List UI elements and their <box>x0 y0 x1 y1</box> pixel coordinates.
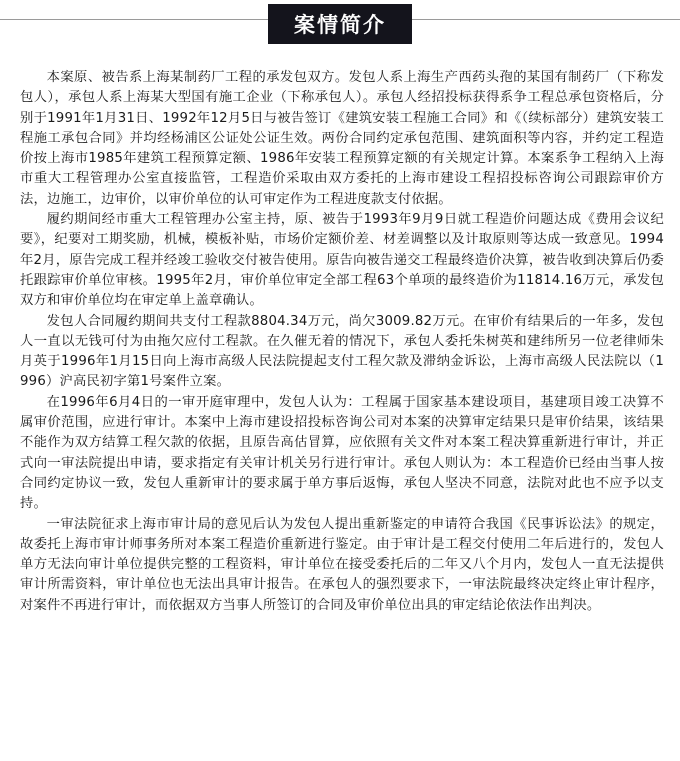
paragraph-payment-dispute: 发包人合同履约期间共支付工程款8804.34万元，尚欠3009.82万元。在审价有结果后的一年多，发包人一直以无钱可付为由拖欠应付工程款。在久催无着的情况下，承包人委托朱树英和建纬所另一位老律师朱月英于1996年1月15日向上海市高级人民法院提起支付工程欠款及滞纳金诉讼，上海市高级人民法院以（1996）沪高民初字第1号案件立案。 <box>20 313 664 390</box>
paragraph-performance: 履约期间经市重大工程管理办公室主持，原、被告于1993年9月9日就工程造价问题达成《费用会议纪要》，纪要对工期奖励，机械，模板补贴，市场价定额价差、材差调整以及计取原则等达成一致意见。1994年2月，原告完成工程并经竣工验收交付被告使用。原告向被告递交工程最终造价决算，被告收到决算后仍委托跟踪审价单位审核。1995年2月，审价单位审定全部工程63个单项的最终造价为11814.16万元，承发包双方和审价单位均在审定单上盖章确认。 <box>20 212 664 309</box>
section-title-text: 案情简介 <box>294 13 386 37</box>
section-title <box>268 4 412 44</box>
case-summary-article <box>20 68 664 616</box>
paragraph-first-trial: 在1996年6月4日的一审开庭审理中，发包人认为：工程属于国家基本建设项目，基建项目竣工决算不属审价范围，应进行审计。本案中上海市建设招投标咨询公司对本案的决算审定结果只是审价结果，该结果不能作为双方结算工程欠款的依据，且原告高估冒算，应依照有关文件对本案工程决算重新进行审计，并正式向一审法院提出申请，要求指定有关审计机关另行进行审计。承包人则认为：本工程造价已经由当事人按合同约定协议一致，发包人重新审计的要求属于单方事后返悔，承包人坚决不同意，法院对此也不应予以支持。 <box>20 394 664 512</box>
paragraph-audit: 一审法院征求上海市审计局的意见后认为发包人提出重新鉴定的申请符合我国《民事诉讼法》的规定，故委托上海市审计师事务所对本案工程造价重新进行鉴定。由于审计是工程交付使用二年后进行的，发包人单方无法向审计单位提供完整的工程资料，审计单位在接受委托后的二年又八个月内，发包人一直无法提供审计所需资料，审计单位也无法出具审计报告。在承包人的强烈要求下，一审法院最终决定终止审计程序，对案件不再进行审计，而依据双方当事人所签订的合同及审价单位出具的审定结论依法作出判决。 <box>20 516 664 613</box>
paragraph-parties: 本案原、被告系上海某制药厂工程的承发包双方。发包人系上海生产西药头孢的某国有制药厂（下称发包人），承包人系上海某大型国有施工企业（下称承包人）。承包人经招投标获得系争工程总承包资格后，分别于1991年1月31日、1992年12月5日与被告签订《建筑安装工程施工合同》和《（续标部分）建筑安装工程施工承包合同》并均经杨浦区公证处公证生效。两份合同约定承包范围、建筑面积等内容，并约定工程造价按上海市1985年建筑工程预算定额、1986年安装工程预算定额的有关规定计算。本案系争工程纳入上海市重大工程管理办公室直接监管，工程造价采取由双方委托的上海市建设工程招投标咨询公司跟踪审价方法，边施工，边审价，以审价单位的认可审定作为工程进度款支付依据。 <box>20 70 664 207</box>
